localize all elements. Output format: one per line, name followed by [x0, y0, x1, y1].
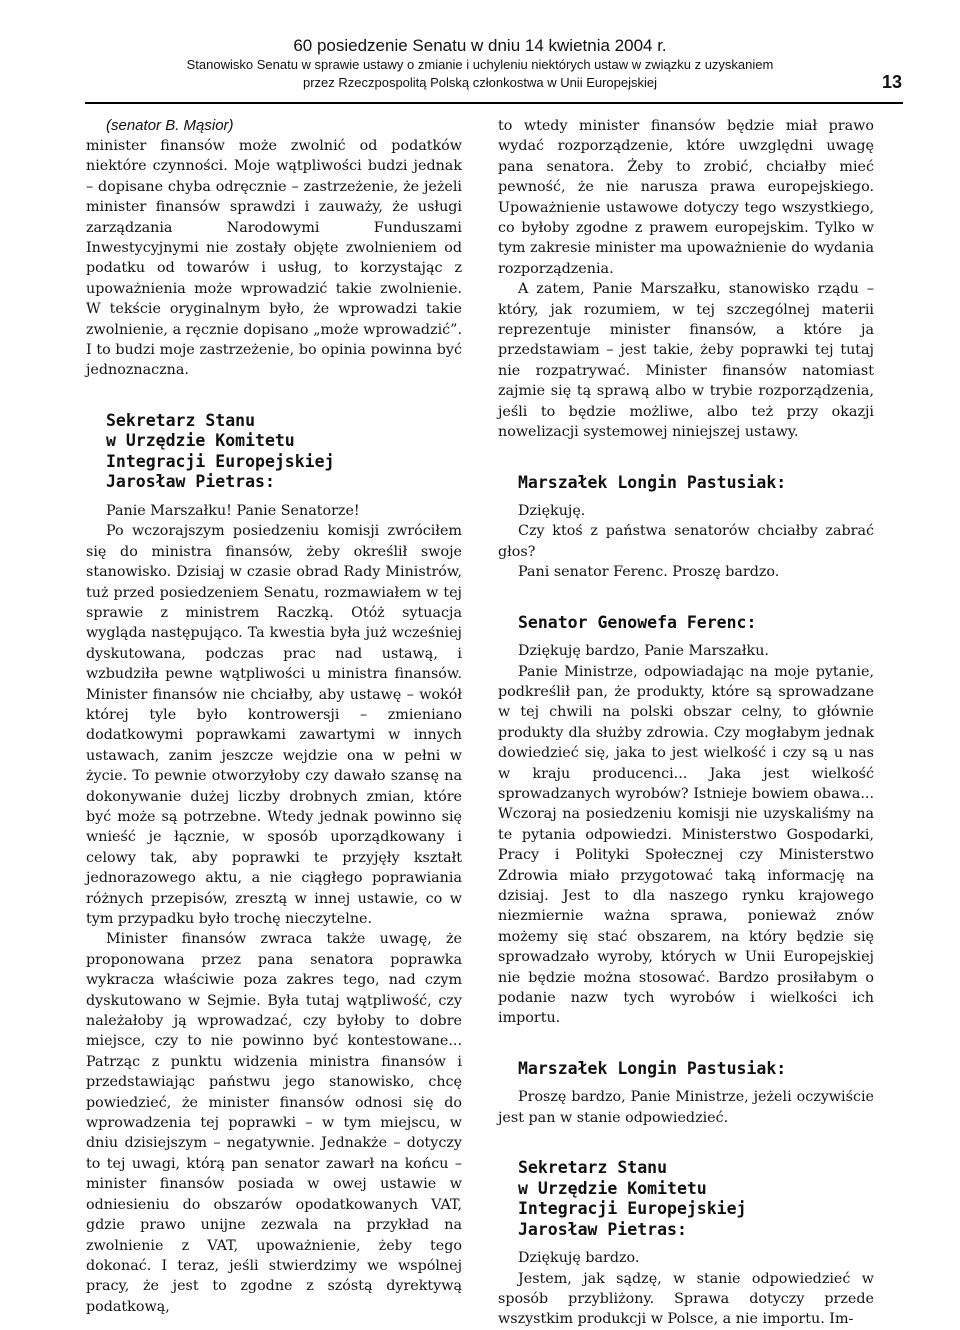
speaker-attribution: (senator B. Mąsior) — [106, 117, 234, 134]
paragraph: Czy ktoś z państwa senatorów chciałby zabrać głos? — [498, 523, 874, 560]
speaker-heading — [106, 411, 462, 493]
paragraph: Minister finansów zwraca także uwagę, że proponowana przez pana senatora poprawka wykracza właściwie poza zakres tego, nad czym dyskutowano w Sejmie. Była tutaj wątpliwość, czy należałoby ją wprowadzać, czy byłoby to dobre miejsce, czy to nie powinno być kontestowane... Patrząc z punktu widzenia ministra finansów i przedstawiając państwu jego stanowisko, chcę powiedzieć, że minister finansów odnosi się do wprowadzenia tej poprawki – w tym miejscu, w dniu dzisiejszym – negatywnie. Jednakże – dotyczy to tej uwagi, którą pan senator zawarł na końcu – minister finansów posiada w owej ustawie w odniesieniu do obszarów opodatkowanych VAT, gdzie prawo unijne zezwala na przykład na zwolnienie z VAT, upoważnienie, żeby tego dokonać. I teraz, jeśli stwierdzimy we wspólnej pracy, że jest to zgodne z szóstą dyrektywą podatkową, — [86, 931, 462, 1315]
speaker-line: Sekretarz Stanu — [106, 410, 256, 430]
left-column — [86, 116, 462, 1317]
speaker-heading: Marszałek Longin Pastusiak: — [518, 472, 787, 492]
paragraph: Dziękuję bardzo. — [518, 1250, 640, 1267]
speaker-heading: Marszałek Longin Pastusiak: — [518, 1058, 787, 1078]
paragraph: Panie Ministrze, odpowiadając na moje pytanie, podkreślił pan, że produkty, które są sprowadzane w tej chwili na polski obszar celny, to głównie produkty dla służby zdrowia. Czy mogłabym jednak dowiedzieć się, jaka to jest wielkość i czy są u nas w kraju producenci... Jaka jest wielkość sprowadzanych wyrobów? Istnieje bowiem obawa... Wczoraj na posiedzeniu komisji nie uzyskaliśmy na te pytania odpowiedzi. Ministerstwo Gospodarki, Pracy i Polityki Społecznej czy Ministerstwo Zdrowia miało przygotować taką informację na dzisiaj. Jest to dla naszego rynku krajowego niezmiernie ważna sprawa, ponieważ znów możemy się stać obszarem, na który będzie się sprowadzało wyroby, których w Unii Europejskiej nie będzie można stosować. Bardzo prosiłabym o podanie nazw tych wyrobów i wielkości ich importu. — [498, 663, 874, 1027]
paragraph: Po wczorajszym posiedzeniu komisji zwróciłem się do ministra finansów, żeby określił swoje stanowisko. Dzisiaj w czasie obrad Rady Ministrów, tuż przed posiedzeniem Senatu, rozmawiałem w tej sprawie z ministrem Raczką. Otóż sytuacja wygląda następująco. Ta kwestia była już wcześniej dyskutowana, podczas prac nad ustawą, i wzbudziła pewne wątpliwości u ministra finansów. Minister finansów nie chciałby, aby ustawę – wokół której tyle było kontrowersji – zmieniano dodatkowymi poprawkami zawartymi w innych ustawach, zanim jeszcze wejdzie ona w pełni w życie. To pewnie otworzyłoby czy dawało szansę na dokonywanie dużej liczby drobnych zmian, które być może są potrzebne. Wtedy jednak powinno się wnieść je łącznie, w sposób uporządkowany i celowy tak, aby poprawki te przyjęły kształt jednorazowego aktu, a nie ciągłego poprawiania różnych przepisów, zresztą w innej ustawie, co w tym przypadku było trochę nieczytelne. — [86, 523, 462, 927]
speaker-line: Jarosław Pietras: — [106, 472, 275, 492]
running-header — [0, 36, 960, 92]
paragraph: A zatem, Panie Marszałku, stanowisko rządu – który, jak rozumiem, w tej szczególnej materii reprezentuje minister finansów, a które ja przedstawiam – jest takie, żeby poprawki tej tutaj nie rozpatrywać. Minister finansów natomiast zajmie się tą sprawą albo w trybie rozporządzenia, jeśli to będzie możliwe, albo też przy okazji nowelizacji systemowej niniejszej ustawy. — [498, 281, 874, 441]
speaker-heading — [518, 1158, 874, 1240]
header-subtitle-line2: przez Rzeczpospolitą Polską członkostwa w Unii Europejskiej — [302, 75, 658, 90]
header-rule — [85, 102, 903, 104]
paragraph: Proszę bardzo, Panie Ministrze, jeżeli oczywiście jest pan w stanie odpowiedzieć. — [498, 1089, 874, 1126]
speaker-line: w Urzędzie Komitetu — [106, 431, 295, 451]
paragraph: minister finansów może zwolnić od podatków niektóre czynności. Moje wątpliwości budzi jednak – dopisane chyba odręcznie – zastrzeżenie, że jeżeli minister finansów sprawdzi i zauważy, że usługi zarządzania Narodowymi Funduszami Inwestycyjnymi nie zostały objęte zwolnieniem od podatku od towarów i usług, to korzystając z upoważnienia może wprowadzić takie zwolnienie. W tekście oryginalnym było, że wprowadzi takie zwolnienie, a ręcznie dopisano „może wprowadzić”. I to budzi moje zastrzeżenie, bo opinia powinna być jednoznaczna. — [86, 138, 462, 379]
paragraph: Pani senator Ferenc. Proszę bardzo. — [518, 564, 780, 581]
speaker-line: Sekretarz Stanu — [518, 1158, 668, 1178]
paragraph: Panie Marszałku! Panie Senatorze! — [106, 502, 360, 519]
speaker-heading: Senator Genowefa Ferenc: — [518, 612, 757, 632]
paragraph: to wtedy minister finansów będzie miał prawo wydać rozporządzenie, które uwzględni uwagę pana senatora. Żeby to zrobić, chciałby mieć pewność, że nie narusza prawa europejskiego. Upoważnienie ustawowe dotyczy tego wszystkiego, co byłoby zgodne z prawem europejskim. Tylko w tym zakresie minister ma upoważnienie do wydania rozporządzenia. — [498, 118, 874, 277]
paragraph: Jestem, jak sądzę, w stanie odpowiedzieć w sposób przybliżony. Sprawa dotyczy przede wszystkim produkcji w Polsce, a nie importu. Im- — [498, 1270, 874, 1328]
speaker-line: Integracji Europejskiej — [518, 1199, 747, 1219]
header-subtitle-line1: Stanowisko Senatu w sprawie ustawy o zmianie i uchyleniu niektórych ustaw w związku z uzyskaniem — [186, 57, 774, 72]
speaker-line: Integracji Europejskiej — [106, 451, 335, 471]
header-title: 60 posiedzenie Senatu w dniu 14 kwietnia 2004 r. — [293, 36, 667, 55]
speaker-line: Jarosław Pietras: — [518, 1219, 687, 1239]
paragraph: Dziękuję bardzo, Panie Marszałku. — [518, 643, 769, 660]
paragraph: Dziękuję. — [518, 503, 586, 519]
page-number: 13 — [881, 72, 902, 92]
right-column — [498, 116, 874, 1330]
speaker-line: w Urzędzie Komitetu — [518, 1178, 707, 1198]
